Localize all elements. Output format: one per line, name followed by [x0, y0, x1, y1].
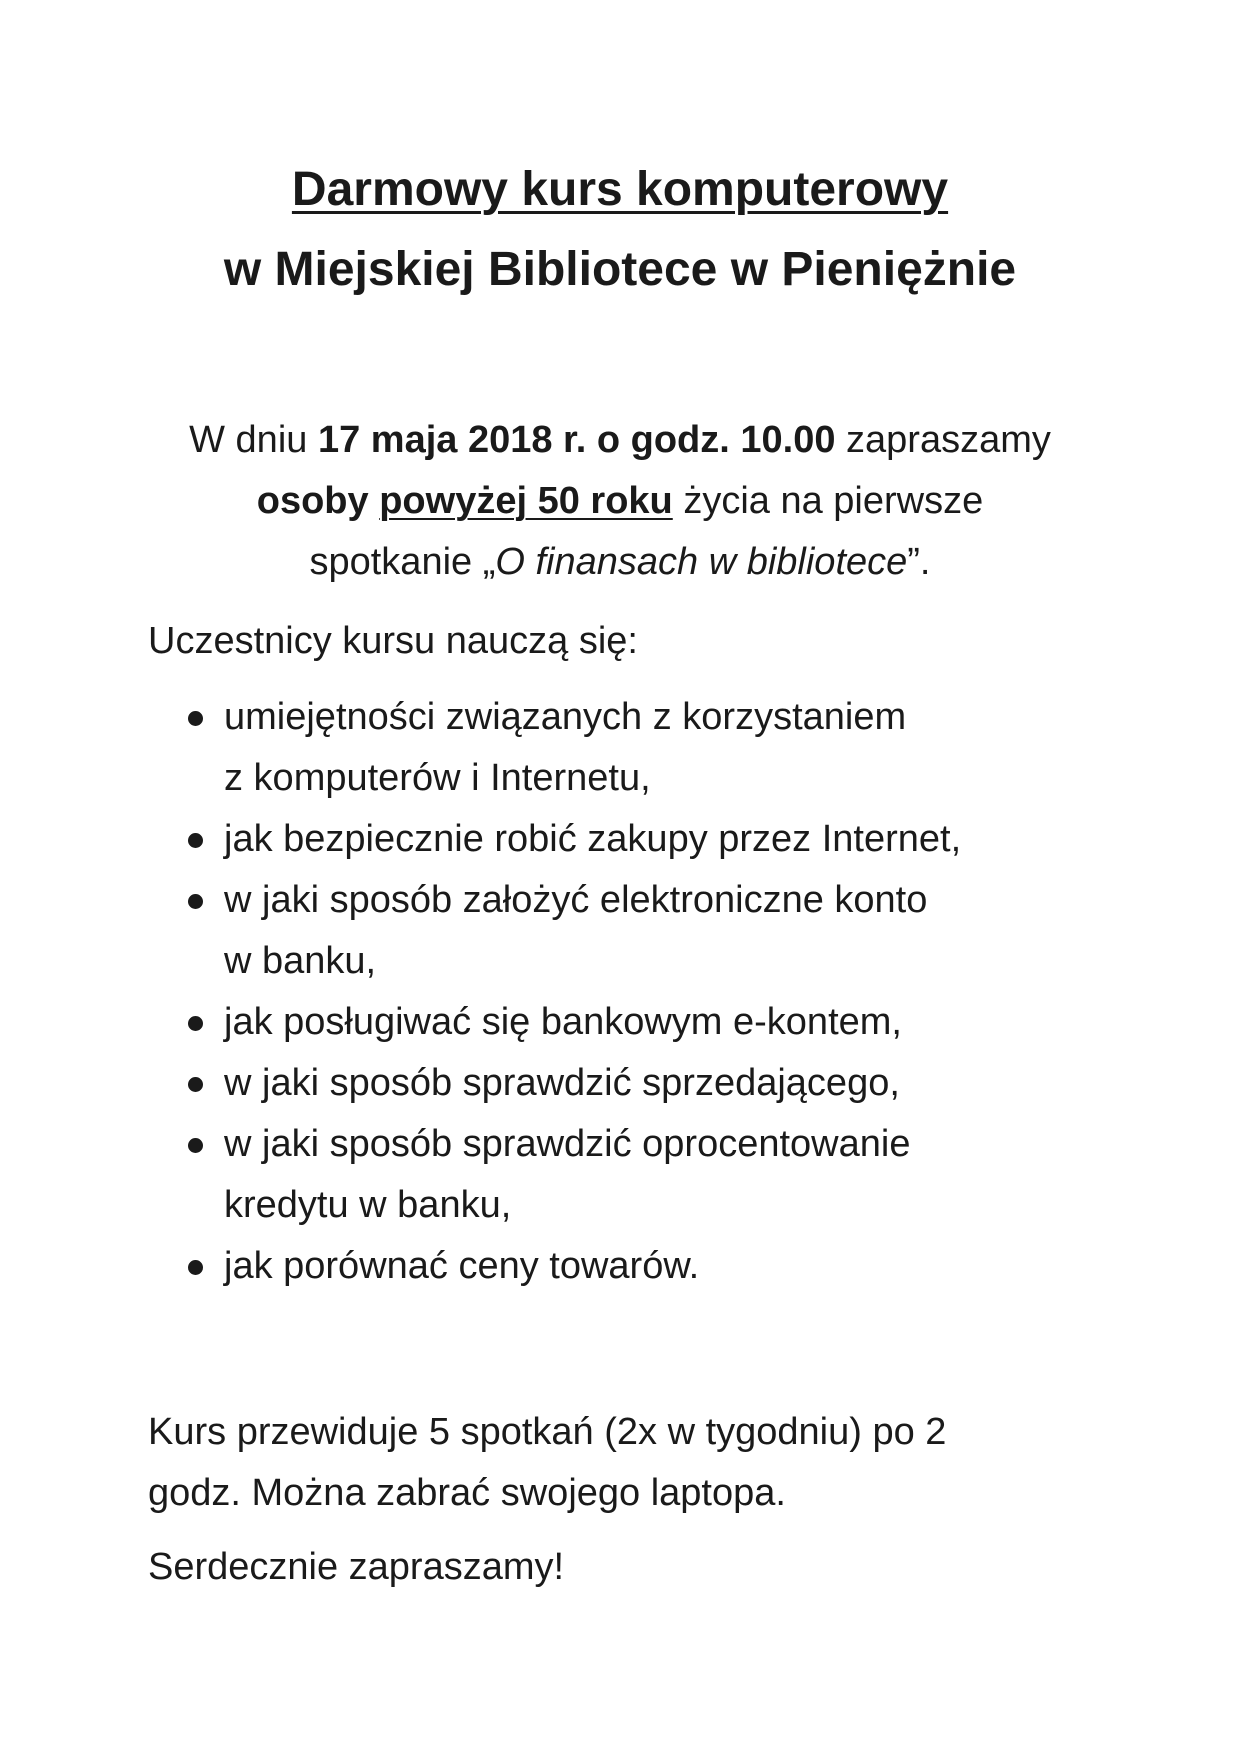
- invitation-line-2: [0, 471, 1240, 532]
- closing-text: Serdecznie zapraszamy!: [148, 1546, 565, 1588]
- course-info-line-1: Kurs przewiduje 5 spotkań (2x w tygodniu) po 2: [148, 1411, 947, 1453]
- bullet-icon: [188, 833, 203, 848]
- skills-intro: Uczestnicy kursu nauczą się:: [148, 620, 638, 662]
- meeting-suffix: ”.: [907, 541, 931, 583]
- invitation-after-date: zapraszamy: [835, 419, 1051, 461]
- list-item-line-1: w jaki sposób założyć elektroniczne konto: [224, 879, 928, 921]
- invitation-line-1: [0, 410, 1240, 471]
- invitation-prefix: W dniu: [189, 419, 318, 461]
- list-item-line-1: jak porównać ceny towarów.: [224, 1245, 700, 1287]
- list-item: [0, 687, 1044, 809]
- list-item-line-2: kredytu w banku,: [224, 1184, 512, 1226]
- list-item-line-1: umiejętności związanych z korzystaniem: [224, 696, 907, 738]
- bullet-icon: [188, 1260, 203, 1275]
- course-info-line-2: godz. Można zabrać swojego laptopa.: [148, 1472, 786, 1514]
- meeting-title: O finansach w bibliotece: [495, 541, 908, 583]
- audience-age: powyżej 50 roku: [379, 480, 673, 522]
- invitation-paragraph: [0, 410, 1240, 593]
- list-item-line-1: jak bezpiecznie robić zakupy przez Internet,: [224, 818, 962, 860]
- bullet-icon: [188, 1077, 203, 1092]
- list-item: [0, 1114, 1044, 1236]
- audience-bold: osoby: [256, 480, 380, 522]
- list-item-line-2: z komputerów i Internetu,: [224, 757, 651, 799]
- course-info-paragraph: [148, 1402, 1048, 1524]
- invitation-after-audience: życia na pierwsze: [672, 480, 984, 522]
- list-item-line-1: w jaki sposób sprawdzić sprzedającego,: [224, 1062, 900, 1104]
- document-title: [0, 150, 1240, 310]
- skills-list: [0, 687, 1240, 1297]
- list-item-line-1: jak posługiwać się bankowym e-kontem,: [224, 1001, 902, 1043]
- bullet-icon: [188, 1138, 203, 1153]
- list-item: [0, 992, 1044, 1053]
- event-date-time: 17 maja 2018 r. o godz. 10.00: [317, 419, 836, 461]
- list-item: [0, 1053, 1044, 1114]
- bullet-icon: [188, 711, 203, 726]
- bullet-icon: [188, 894, 203, 909]
- title-line-2: w Miejskiej Bibliotece w Pieniężnie: [223, 243, 1017, 296]
- title-line-1: Darmowy kurs komputerowy: [291, 163, 949, 216]
- invitation-line-3: [0, 532, 1240, 593]
- list-item: [0, 870, 1044, 992]
- meeting-prefix: spotkanie „: [309, 541, 496, 583]
- list-item-line-1: w jaki sposób sprawdzić oprocentowanie: [224, 1123, 911, 1165]
- list-item-line-2: w banku,: [224, 940, 377, 982]
- bullet-icon: [188, 1016, 203, 1031]
- list-item: [0, 809, 1044, 870]
- list-item: [0, 1236, 1044, 1297]
